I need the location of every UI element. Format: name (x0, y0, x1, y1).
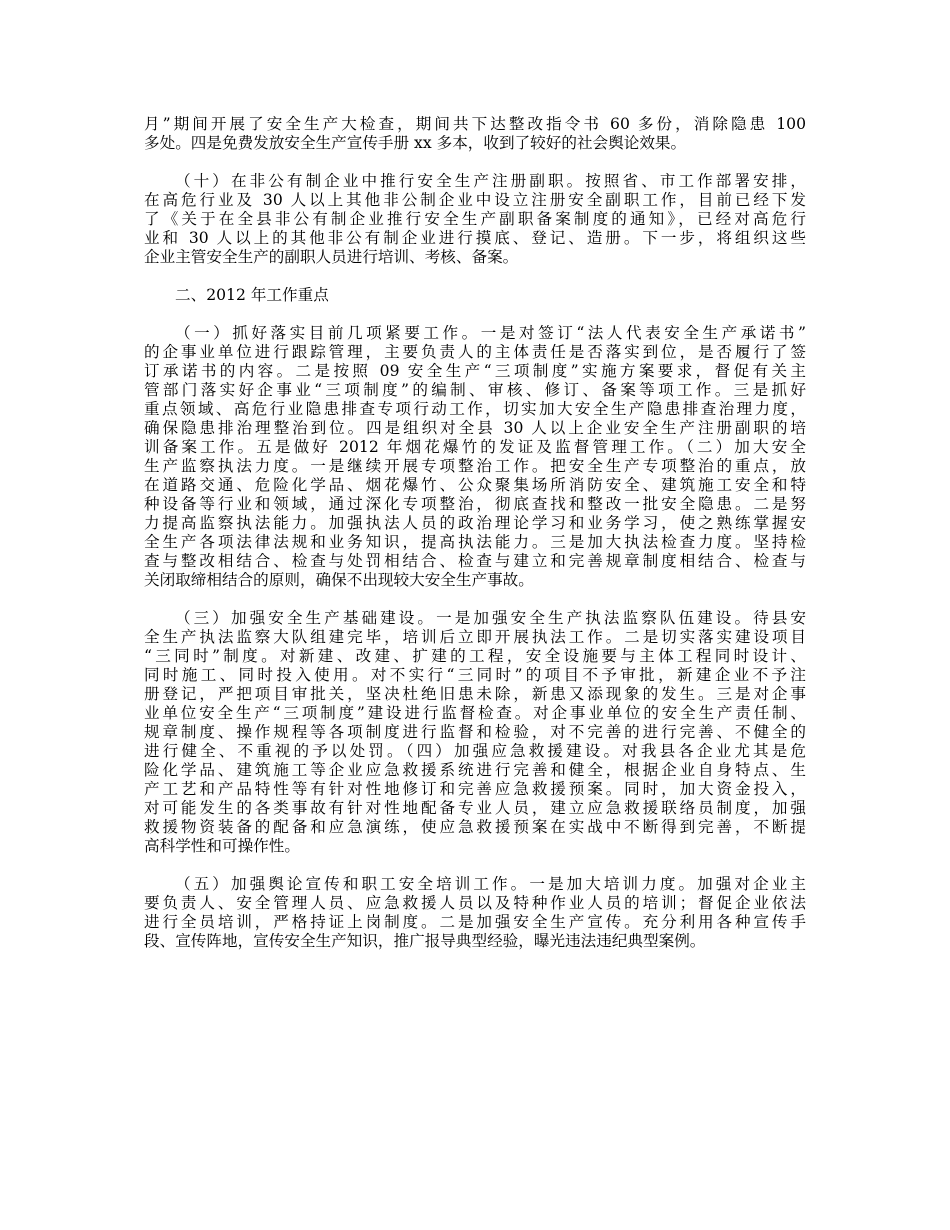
text-line: 业单位安全生产“三项制度”建设进行监督检查。对企事业单位的安全生产责任制、 (144, 704, 806, 722)
text-line: （三）加强安全生产基础建设。一是加强安全生产执法监察队伍建设。待县安 (175, 609, 806, 627)
text-line: 要负责人、安全管理人员、应急救援人员以及特种作业人员的培训；督促企业依法 (144, 894, 806, 912)
heading-text: 二、2012 年工作重点 (175, 286, 329, 304)
text-line: 查与整改相结合、检查与处罚相结合、检查与建立和完善规章制度相结合、检查与 (144, 552, 806, 570)
text-line: 月”期间开展了安全生产大检查，期间共下达整改指令书 60 多份，消除隐患 100 (144, 115, 806, 133)
text-line: 册登记，严把项目审批关，坚决杜绝旧患未除，新患又添现象的发生。三是对企事 (144, 685, 806, 703)
text-line: 了《关于在全县非公有制企业推行安全生产副职备案制度的通知》，已经对高危行 (144, 210, 806, 228)
section-heading (144, 286, 806, 305)
text-line: 同时施工、同时投入使用。对不实行“三同时”的项目不予审批，新建企业不予注 (144, 666, 806, 684)
text-line: 关闭取缔相结合的原则，确保不出现较大安全生产事故。 (144, 571, 534, 589)
text-line: 生产监察执法力度。一是继续开展专项整治工作。把安全生产专项整治的重点，放 (144, 457, 806, 475)
text-line: 全生产各项法律法规和业务知识，提高执法能力。三是加大执法检查力度。坚持检 (144, 533, 806, 551)
text-line: 救援物资装备的配备和应急演练，使应急救援预案在实战中不断得到完善，不断提 (144, 818, 806, 836)
paragraph-4 (144, 324, 806, 590)
text-line: 训备案工作。五是做好 2012 年烟花爆竹的发证及监督管理工作。（二）加大安全 (144, 438, 806, 456)
paragraph-1 (144, 115, 806, 153)
text-line: 段、宣传阵地，宣传安全生产知识，推广报导典型经验，曝光违法违纪典型案例。 (144, 932, 706, 950)
text-line: 对可能发生的各类事故有针对性地配备专业人员，建立应急救援联络员制度，加强 (144, 799, 806, 817)
text-line: （五）加强舆论宣传和职工安全培训工作。一是加大培训力度。加强对企业主 (175, 875, 806, 893)
text-line: 种设备等行业和领域，通过深化专项整治，彻底查找和整改一批安全隐患。二是努 (144, 495, 806, 513)
text-line: 高科学性和可操作性。 (144, 837, 300, 855)
text-line: 进行全员培训，严格持证上岗制度。二是加强安全生产宣传。充分利用各种宣传手 (144, 913, 806, 931)
paragraph-6 (144, 875, 806, 951)
text-line: 多处。四是免费发放安全生产宣传手册 xx 多本，收到了较好的社会舆论效果。 (144, 134, 687, 152)
text-line: 产工艺和产品特性等有针对性地修订和完善应急救援预案。同时，加大资金投入， (144, 780, 806, 798)
text-line: 险化学品、建筑施工等企业应急救援系统进行完善和健全，根据企业自身特点、生 (144, 761, 806, 779)
text-line: 的企事业单位进行跟踪管理，主要负责人的主体责任是否落实到位，是否履行了签 (144, 343, 806, 361)
text-line: 业和 30 人以上的其他非公有制企业进行摸底、登记、造册。下一步，将组织这些 (144, 229, 806, 247)
text-line: 重点领域、高危行业隐患排查专项行动工作，切实加大安全生产隐患排查治理力度， (144, 400, 806, 418)
text-line: 企业主管安全生产的副职人员进行培训、考核、备案。 (144, 248, 519, 266)
text-line: 在道路交通、危险化学品、烟花爆竹、公众聚集场所消防安全、建筑施工安全和特 (144, 476, 806, 494)
document-page (144, 115, 806, 970)
text-line: 规章制度、操作规程等各项制度进行监督和检验，对不完善的进行完善、不健全的 (144, 723, 806, 741)
text-line: 管部门落实好企事业“三项制度”的编制、审核、修订、备案等项工作。三是抓好 (144, 381, 806, 399)
paragraph-2 (144, 172, 806, 267)
text-line: （十）在非公有制企业中推行安全生产注册副职。按照省、市工作部署安排， (175, 172, 806, 190)
text-line: 订承诺书的内容。二是按照 09 安全生产“三项制度”实施方案要求，督促有关主 (144, 362, 806, 380)
text-line: （一）抓好落实目前几项紧要工作。一是对签订“法人代表安全生产承诺书” (175, 324, 806, 342)
text-line: “三同时”制度。对新建、改建、扩建的工程，安全设施要与主体工程同时设计、 (144, 647, 806, 665)
text-line: 力提高监察执法能力。加强执法人员的政治理论学习和业务学习，使之熟练掌握安 (144, 514, 806, 532)
text-line: 进行健全、不重视的予以处罚。（四）加强应急救援建设。对我县各企业尤其是危 (144, 742, 806, 760)
paragraph-5 (144, 609, 806, 856)
text-line: 确保隐患排治理整治到位。四是组织对全县 30 人以上企业安全生产注册副职的培 (144, 419, 806, 437)
text-line: 在高危行业及 30 人以上其他非公制企业中设立注册安全副职工作，目前已经下发 (144, 191, 806, 209)
text-line: 全生产执法监察大队组建完毕，培训后立即开展执法工作。二是切实落实建设项目 (144, 628, 806, 646)
